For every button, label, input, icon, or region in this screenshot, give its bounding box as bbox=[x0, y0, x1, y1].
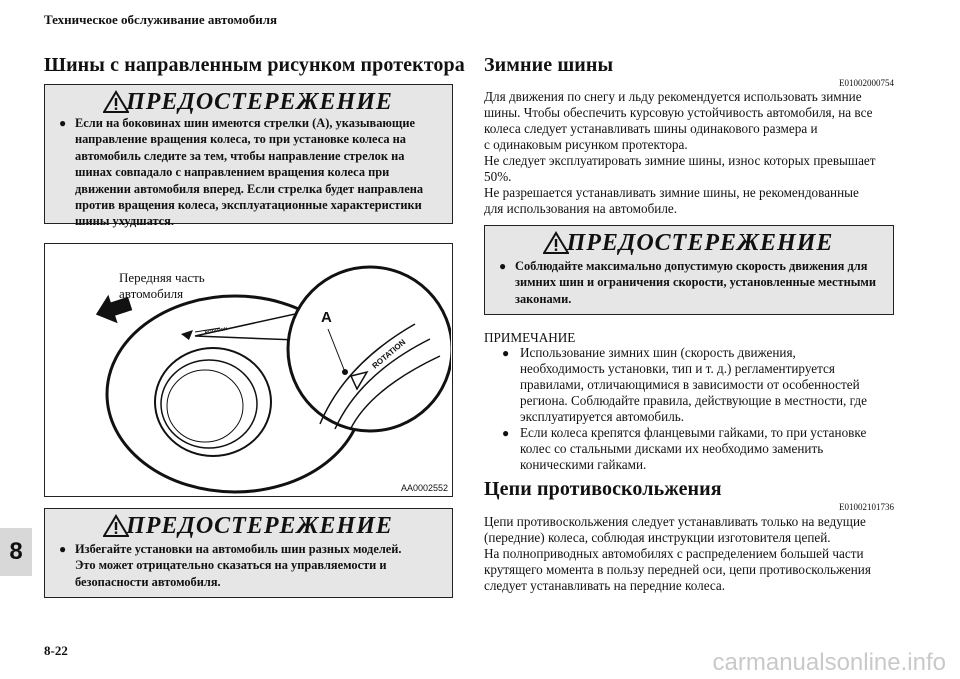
section-title-snow-chains: Цепи противоскольжения bbox=[484, 478, 722, 500]
text-line: Не разрешается устанавливать зимние шины, не рекомендованные bbox=[484, 185, 859, 200]
warning-line: зимних шин и ограничения скорости, установленные местными bbox=[515, 275, 877, 290]
bullet-icon: ● bbox=[59, 542, 67, 556]
bullet-icon: ● bbox=[59, 116, 67, 130]
text-line: Для движения по снегу и льду рекомендуется использовать зимние bbox=[484, 89, 862, 104]
bullet-icon: ● bbox=[502, 346, 510, 360]
watermark: carmanualsonline.info bbox=[712, 649, 946, 676]
text-line: Если колеса крепятся фланцевыми гайками, то при установке bbox=[520, 425, 867, 440]
rotation-text-large: ROTATION bbox=[370, 337, 408, 371]
figure-label bbox=[119, 270, 205, 302]
note-title: ПРИМЕЧАНИЕ bbox=[484, 330, 576, 345]
warning-text bbox=[59, 115, 444, 230]
text-line: эксплуатируется автомобиль. bbox=[520, 409, 685, 424]
text-line: необходимость установки, тип и т. д.) регламентируется bbox=[520, 361, 835, 376]
figure-label-line: Передняя часть bbox=[119, 270, 205, 285]
marker-a-label: A bbox=[321, 309, 332, 326]
warning-title bbox=[45, 509, 452, 543]
warning-bullet bbox=[59, 115, 444, 230]
running-header: Техническое обслуживание автомобиля bbox=[44, 12, 278, 27]
text-line: правилами, отличающимися в зависимости от особенностей bbox=[520, 377, 860, 392]
text-line: колес со стальными дисками их необходимо заменить bbox=[520, 441, 824, 456]
text-line: (передние) колеса, соблюдая инструкции изготовителя цепей. bbox=[484, 530, 831, 545]
warning-title-text: ПРЕДОСТЕРЕЖЕНИЕ bbox=[566, 229, 834, 256]
text-line: 50%. bbox=[484, 169, 512, 184]
warning-triangle-icon bbox=[103, 90, 129, 114]
section-code: E01002101736 bbox=[839, 502, 894, 512]
warning-triangle-icon bbox=[103, 514, 129, 538]
warning-line: Соблюдайте максимально допустимую скорость движения для bbox=[515, 259, 868, 273]
text-line: крутящего момента в пользу передней оси, цепи противоскольжения bbox=[484, 562, 871, 577]
text-line: шины. Чтобы обеспечить курсовую устойчивость автомобиля, на все bbox=[484, 105, 873, 120]
rotation-text-small: ROTATION bbox=[204, 326, 228, 335]
warning-line: безопасности автомобиля. bbox=[75, 574, 221, 589]
warning-line: автомобиль следите за тем, чтобы направление стрелок на bbox=[75, 148, 405, 163]
text-line: для использования на автомобиле. bbox=[484, 201, 678, 216]
text-line: коническими гайками. bbox=[520, 457, 647, 472]
figure-label-line: автомобиля bbox=[119, 286, 184, 301]
warning-line: шинах совпадало с направлением вращения колеса при bbox=[75, 165, 390, 180]
snow-chains-text bbox=[484, 514, 894, 594]
text-line: региона. Соблюдайте правила, действующие в местности, где bbox=[520, 393, 867, 408]
warning-text bbox=[59, 541, 444, 590]
warning-line: Если на боковинах шин имеются стрелки (А), указывающие bbox=[75, 116, 415, 130]
warning-bullet bbox=[499, 258, 887, 307]
warning-box-speed bbox=[484, 225, 894, 315]
warning-bullet bbox=[59, 541, 444, 590]
text-line: На полноприводных автомобилях с распределением большей части bbox=[484, 546, 864, 561]
warning-box-mixed-tires bbox=[44, 508, 453, 598]
text-line: Использование зимних шин (скорость движения, bbox=[520, 345, 796, 360]
warning-title-text: ПРЕДОСТЕРЕЖЕНИЕ bbox=[126, 512, 393, 539]
section-title-winter-tires: Зимние шины bbox=[484, 54, 614, 76]
warning-line: Избегайте установки на автомобиль шин разных моделей. bbox=[75, 542, 402, 556]
warning-line: Это может отрицательно сказаться на управляемости и bbox=[75, 558, 387, 573]
magnifier-circle bbox=[288, 267, 451, 431]
text-line: колеса следует устанавливать шины одинакового размера и bbox=[484, 121, 818, 136]
note-item bbox=[502, 425, 898, 473]
chapter-tab: 8 bbox=[0, 528, 32, 576]
text-line: Цепи противоскольжения следует устанавливать только на ведущие bbox=[484, 514, 866, 529]
winter-tires-text bbox=[484, 89, 894, 217]
warning-line: законами. bbox=[515, 291, 572, 306]
note-list bbox=[502, 345, 898, 473]
warning-line: движении автомобиля вперед. Если стрелка будет направлена bbox=[75, 181, 424, 196]
warning-text bbox=[499, 258, 887, 307]
bullet-icon: ● bbox=[502, 426, 510, 440]
section-title-directional-tires: Шины с направленным рисунком протектора bbox=[44, 54, 465, 76]
warning-line: шины ухудшатся. bbox=[75, 214, 174, 229]
tire-rotation-figure bbox=[44, 243, 453, 497]
tire-illustration bbox=[45, 244, 451, 495]
warning-title-text: ПРЕДОСТЕРЕЖЕНИЕ bbox=[126, 88, 393, 115]
bullet-icon: ● bbox=[499, 259, 507, 273]
warning-box-directional bbox=[44, 84, 453, 229]
section-code: E01002000754 bbox=[839, 78, 894, 88]
warning-line: против вращения колеса, эксплуатационные характеристики bbox=[75, 198, 422, 213]
warning-triangle-icon bbox=[543, 231, 569, 255]
note-item bbox=[502, 345, 898, 425]
warning-title bbox=[485, 226, 893, 260]
figure-code: AA0002552 bbox=[400, 483, 448, 493]
text-line: следует устанавливать на передние колеса. bbox=[484, 578, 726, 593]
text-line: с одинаковым рисунком протектора. bbox=[484, 137, 688, 152]
warning-title bbox=[45, 85, 452, 119]
warning-line: направление вращения колеса, то при установке колеса на bbox=[75, 132, 406, 147]
text-line: Не следует эксплуатировать зимние шины, износ которых превышает bbox=[484, 153, 876, 168]
page-number: 8-22 bbox=[44, 643, 68, 658]
